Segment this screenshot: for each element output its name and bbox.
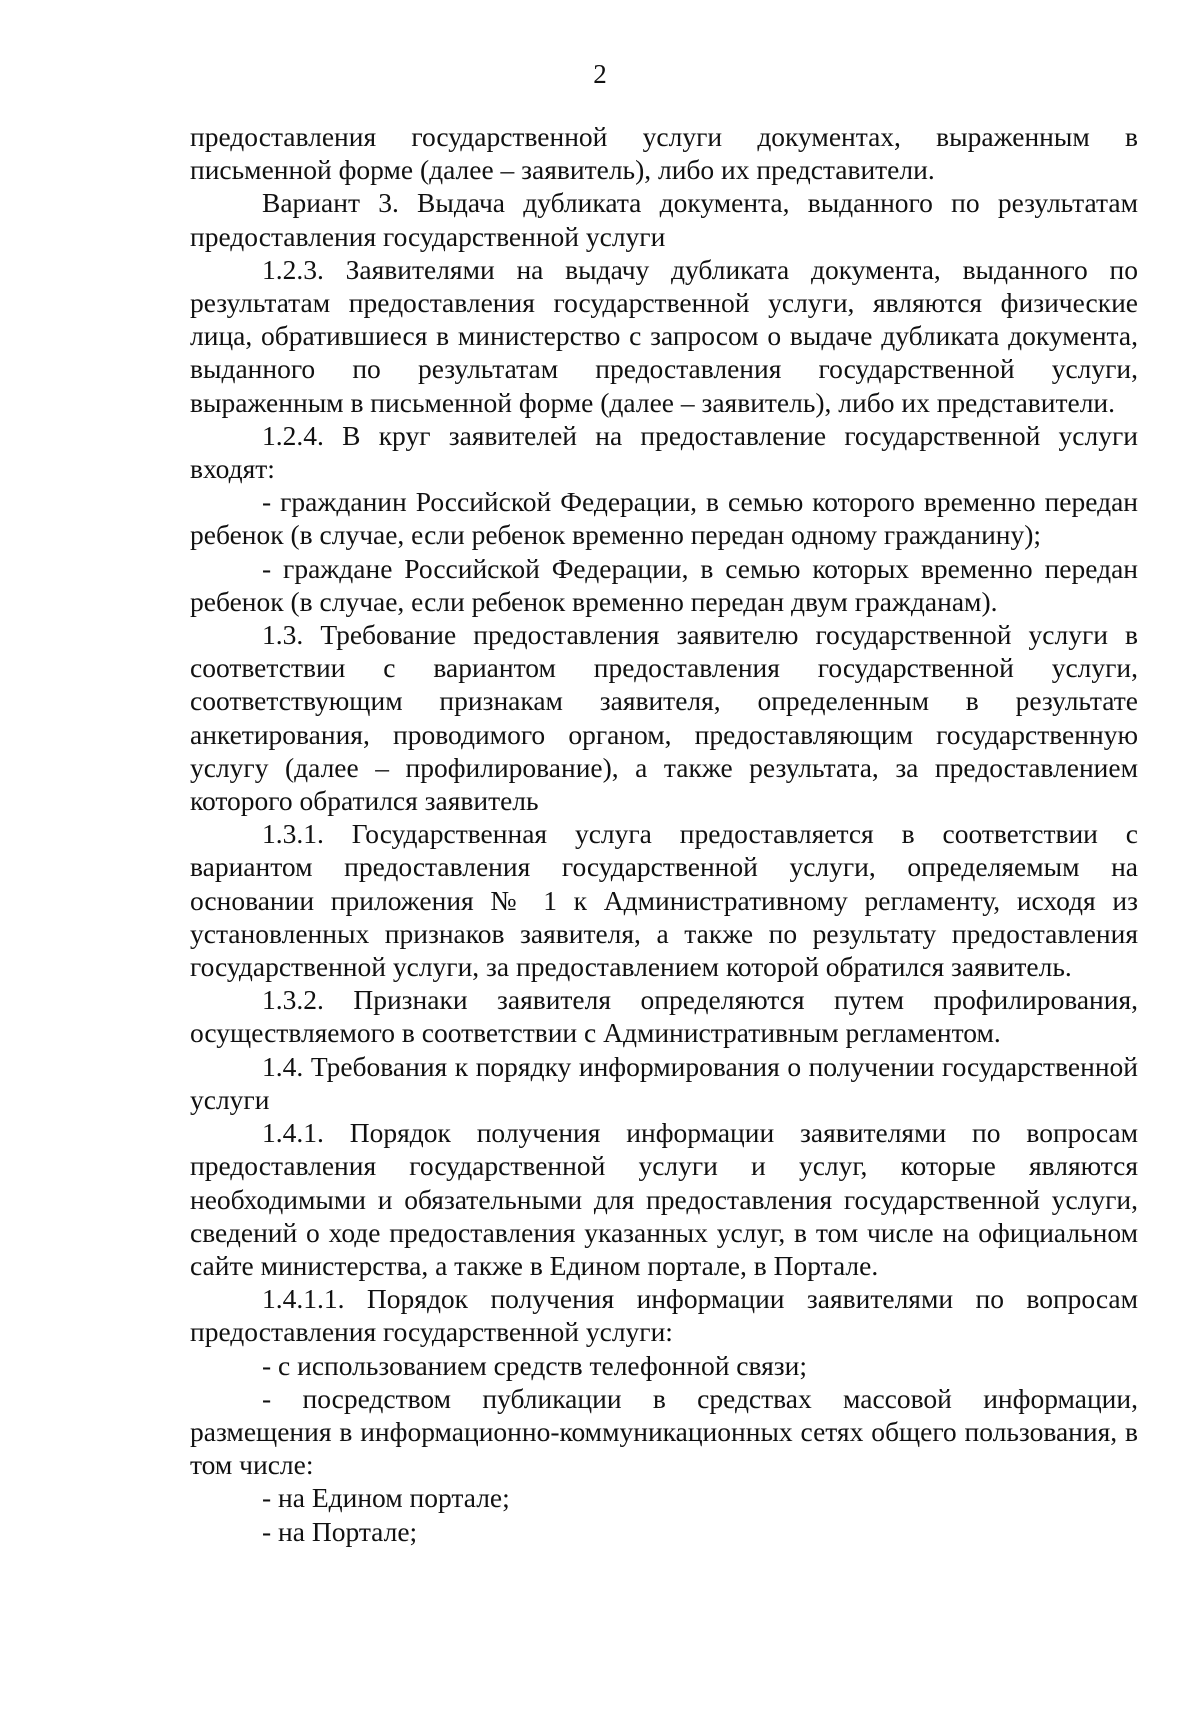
page-number: 2 <box>593 59 607 89</box>
section-heading: 1.4. Требования к порядку информирования о получении государственной услуги <box>190 1050 1138 1115</box>
section-heading: Вариант 3. Выдача дубликата документа, выданного по результатам предоставления государственной услуги <box>190 187 1138 252</box>
paragraph: 1.4.1. Порядок получения информации заявителями по вопросам предоставления государственной услуги и услуг, которые являются необходимыми и обязательными для предоставления государственной услуги, сведений о ходе предоставления указанных услуг, в том числе на официальном сайте министерства, а также в Едином портале, в Портале. <box>190 1117 1138 1281</box>
document-body <box>190 120 1138 1548</box>
list-item: - с использованием средств телефонной связи; <box>262 1349 808 1381</box>
list-item: - граждане Российской Федерации, в семью которых временно передан ребенок (в случае, если ребенок временно передан двум гражданам). <box>190 552 1138 617</box>
paragraph: предоставления государственной услуги документах, выраженным в письменной форме (далее – заявитель), либо их представители. <box>190 121 1138 186</box>
list-item: - посредством публикации в средствах массовой информации, размещения в информационно-коммуникационных сетях общего пользования, в том числе: <box>190 1382 1138 1481</box>
paragraph: 1.3.2. Признаки заявителя определяются путем профилирования, осуществляемого в соответствии с Административным регламентом. <box>190 984 1138 1049</box>
list-item: - на Портале; <box>262 1515 418 1547</box>
paragraph: 1.4.1.1. Порядок получения информации заявителями по вопросам предоставления государственной услуги: <box>190 1283 1138 1348</box>
paragraph: 1.3.1. Государственная услуга предоставляется в соответствии с вариантом предоставления государственной услуги, определяемым на основании приложения № 1 к Административному регламенту, исходя из установленных признаков заявителя, а также по результату предоставления государственной услуги, за предоставлением которой обратился заявитель. <box>190 818 1138 983</box>
paragraph: 1.2.4. В круг заявителей на предоставление государственной услуги входят: <box>190 419 1138 485</box>
list-item: - на Едином портале; <box>262 1482 510 1514</box>
section-heading: 1.3. Требование предоставления заявителю государственной услуги в соответствии с вариантом предоставления государственной услуги, соответствующим признакам заявителя, определенным в результате анкетирования, проводимого органом, предоставляющим государственную услугу (далее – профилирование), а также результата, за предоставлением которого обратился заявитель <box>190 619 1138 817</box>
list-item: - гражданин Российской Федерации, в семью которого временно передан ребенок (в случае, если ребенок временно передан одному гражданину); <box>190 486 1138 551</box>
paragraph: 1.2.3. Заявителями на выдачу дубликата документа, выданного по результатам предоставления государственной услуги, являются физические лица, обратившиеся в министерство с запросом о выдаче дубликата документа, выданного по результатам предоставления государственной услуги, выраженным в письменной форме (далее – заявитель), либо их представители. <box>190 253 1138 418</box>
